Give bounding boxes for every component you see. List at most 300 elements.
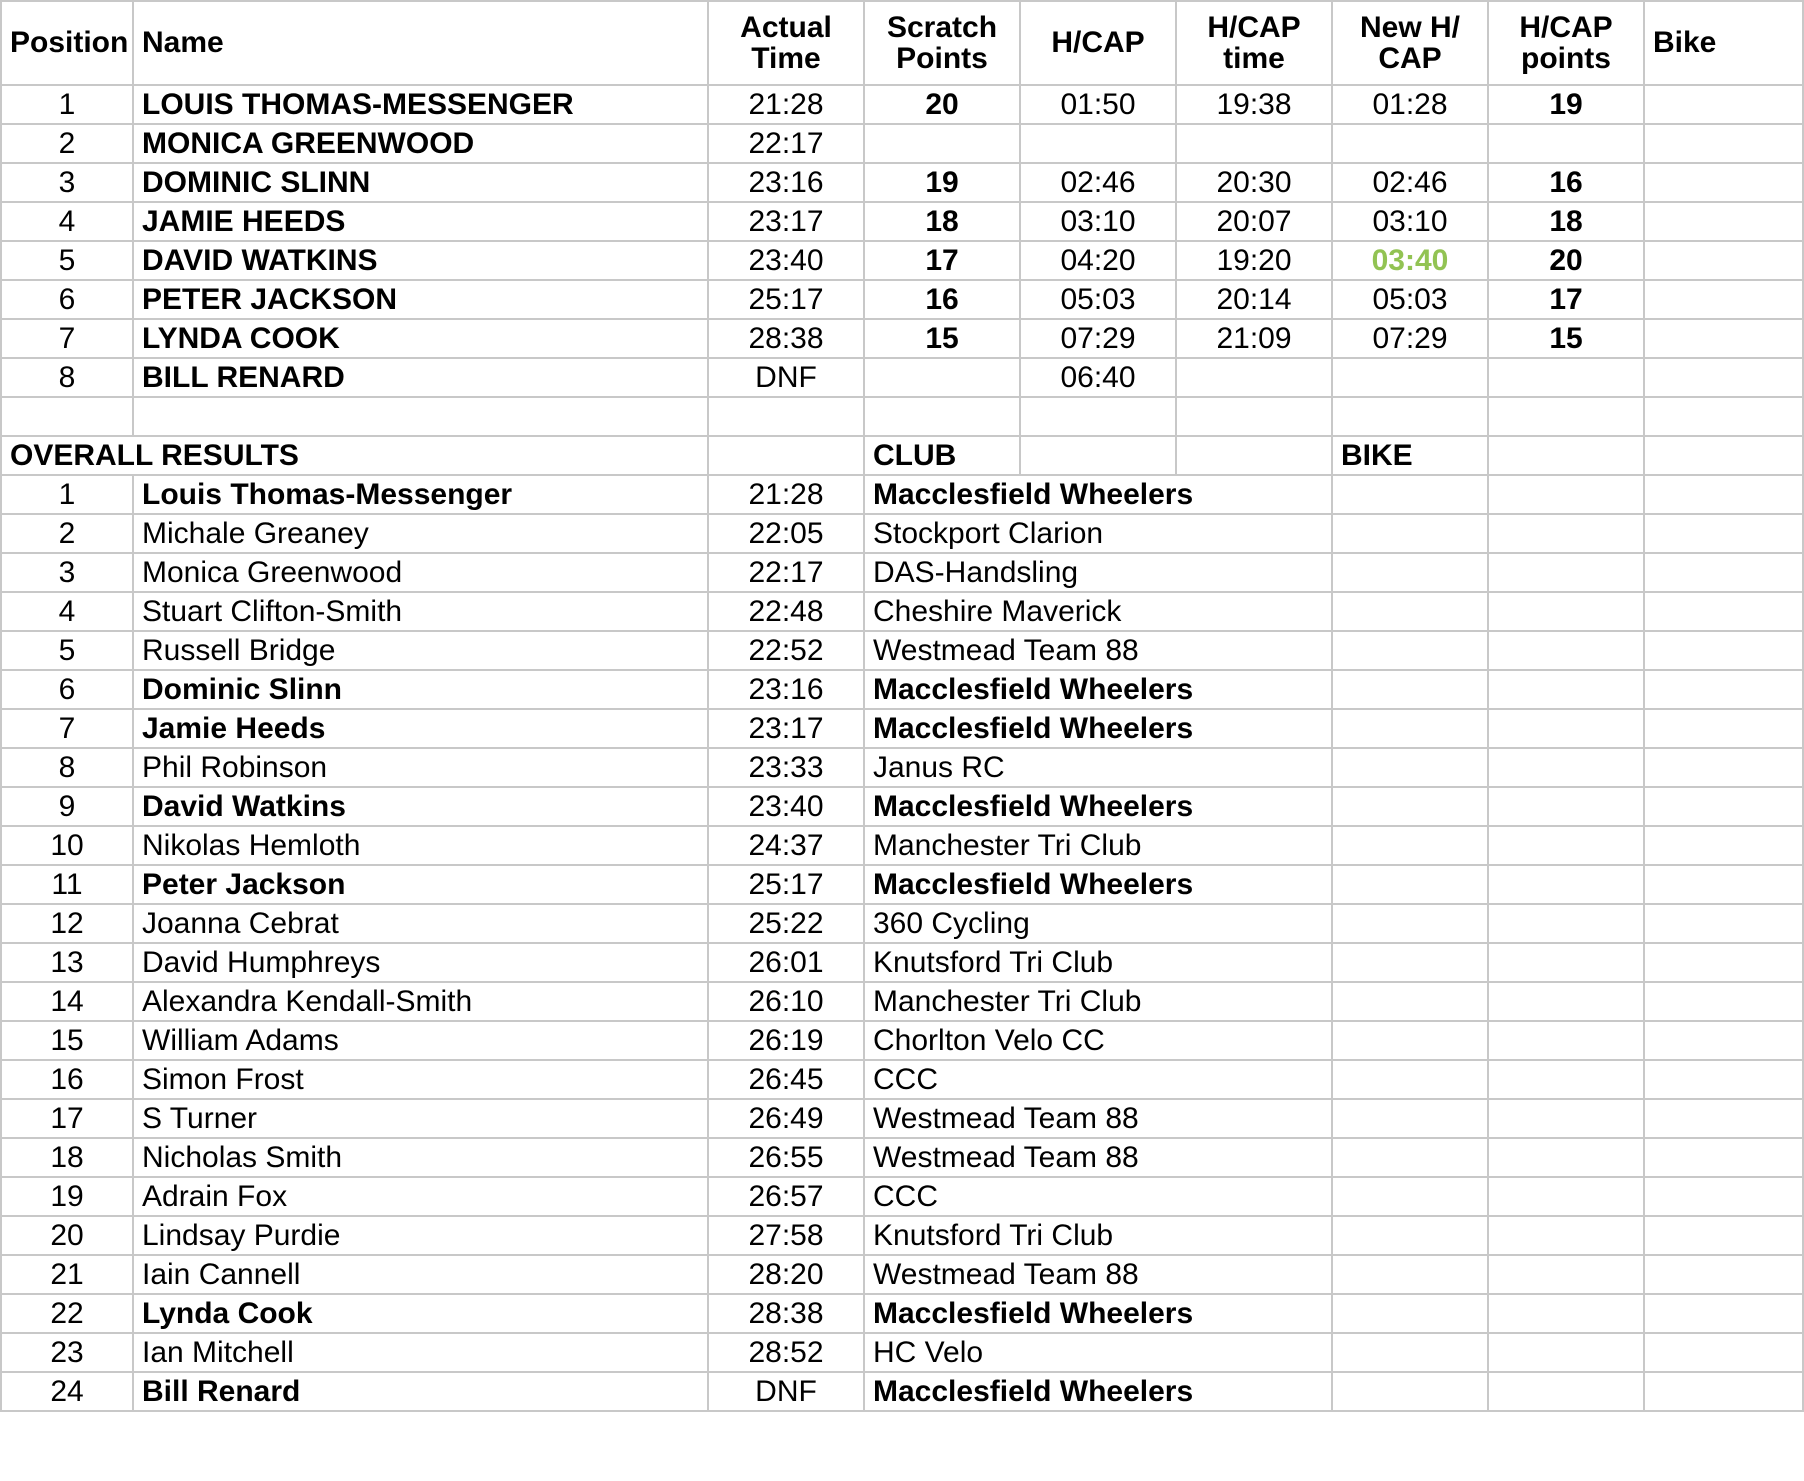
header-hcap-points[interactable]: H/CAP points bbox=[1488, 1, 1644, 85]
overall-result-row bbox=[1, 553, 1803, 592]
empty-cell[interactable] bbox=[1488, 475, 1644, 514]
actual-time-cell[interactable]: 24:37 bbox=[708, 826, 864, 865]
new-hcap-cell[interactable] bbox=[1332, 124, 1488, 163]
bike-cell[interactable] bbox=[1644, 358, 1803, 397]
actual-time-cell[interactable]: 26:57 bbox=[708, 1177, 864, 1216]
hcap-cell[interactable]: 03:10 bbox=[1020, 202, 1176, 241]
actual-time-cell[interactable]: 22:52 bbox=[708, 631, 864, 670]
club-cell[interactable]: Macclesfield Wheelers bbox=[864, 709, 1332, 748]
bike-cell[interactable] bbox=[1332, 1372, 1488, 1411]
rider-name-cell[interactable]: Stuart Clifton-Smith bbox=[133, 592, 708, 631]
empty-cell[interactable] bbox=[1644, 436, 1803, 475]
empty-cell[interactable] bbox=[1644, 1333, 1803, 1372]
hcap-cell[interactable]: 06:40 bbox=[1020, 358, 1176, 397]
hcap-points-cell[interactable]: 16 bbox=[1488, 163, 1644, 202]
position-cell[interactable]: 12 bbox=[1, 904, 133, 943]
actual-time-cell[interactable]: 23:33 bbox=[708, 748, 864, 787]
new-hcap-cell[interactable]: 03:40 bbox=[1332, 241, 1488, 280]
club-result-row bbox=[1, 319, 1803, 358]
empty-cell[interactable] bbox=[1644, 670, 1803, 709]
position-cell[interactable]: 8 bbox=[1, 358, 133, 397]
position-cell[interactable]: 9 bbox=[1, 787, 133, 826]
actual-time-cell[interactable]: 26:19 bbox=[708, 1021, 864, 1060]
empty-cell[interactable] bbox=[1488, 1216, 1644, 1255]
club-result-row bbox=[1, 358, 1803, 397]
rider-name-cell[interactable]: Simon Frost bbox=[133, 1060, 708, 1099]
new-hcap-cell[interactable] bbox=[1332, 358, 1488, 397]
empty-cell[interactable] bbox=[1488, 397, 1644, 436]
bike-column-label[interactable]: BIKE bbox=[1332, 436, 1488, 475]
rider-name-cell[interactable]: Alexandra Kendall-Smith bbox=[133, 982, 708, 1021]
rider-name-cell[interactable]: Dominic Slinn bbox=[133, 670, 708, 709]
club-cell[interactable]: Westmead Team 88 bbox=[864, 1138, 1332, 1177]
rider-name-cell[interactable]: LYNDA COOK bbox=[133, 319, 708, 358]
empty-cell[interactable] bbox=[1644, 1294, 1803, 1333]
empty-cell[interactable] bbox=[133, 397, 708, 436]
position-cell[interactable]: 3 bbox=[1, 163, 133, 202]
empty-cell[interactable] bbox=[1488, 1372, 1644, 1411]
rider-name-cell[interactable]: Lynda Cook bbox=[133, 1294, 708, 1333]
bike-cell[interactable] bbox=[1332, 787, 1488, 826]
empty-cell[interactable] bbox=[1644, 1216, 1803, 1255]
position-cell[interactable]: 3 bbox=[1, 553, 133, 592]
club-cell[interactable]: Manchester Tri Club bbox=[864, 982, 1332, 1021]
hcap-cell[interactable]: 07:29 bbox=[1020, 319, 1176, 358]
overall-result-row bbox=[1, 1372, 1803, 1411]
rider-name-cell[interactable]: Ian Mitchell bbox=[133, 1333, 708, 1372]
club-cell[interactable]: Knutsford Tri Club bbox=[864, 943, 1332, 982]
club-result-row bbox=[1, 124, 1803, 163]
club-cell[interactable]: Macclesfield Wheelers bbox=[864, 1294, 1332, 1333]
empty-cell[interactable] bbox=[1488, 1255, 1644, 1294]
header-name[interactable]: Name bbox=[133, 1, 708, 85]
position-cell[interactable]: 8 bbox=[1, 748, 133, 787]
empty-cell[interactable] bbox=[1488, 1060, 1644, 1099]
bike-cell[interactable] bbox=[1644, 202, 1803, 241]
actual-time-cell[interactable]: DNF bbox=[708, 1372, 864, 1411]
club-cell[interactable]: Westmead Team 88 bbox=[864, 1099, 1332, 1138]
bike-cell[interactable] bbox=[1644, 85, 1803, 124]
hcap-time-cell[interactable] bbox=[1176, 358, 1332, 397]
hcap-cell[interactable]: 04:20 bbox=[1020, 241, 1176, 280]
bike-cell[interactable] bbox=[1332, 553, 1488, 592]
bike-cell[interactable] bbox=[1332, 826, 1488, 865]
club-result-row bbox=[1, 202, 1803, 241]
overall-results-header-row bbox=[1, 436, 1803, 475]
empty-cell[interactable] bbox=[1644, 904, 1803, 943]
bike-cell[interactable] bbox=[1332, 1294, 1488, 1333]
rider-name-cell[interactable]: BILL RENARD bbox=[133, 358, 708, 397]
empty-cell[interactable] bbox=[1644, 1060, 1803, 1099]
club-cell[interactable]: CCC bbox=[864, 1060, 1332, 1099]
empty-cell[interactable] bbox=[1644, 826, 1803, 865]
actual-time-cell[interactable]: 25:17 bbox=[708, 865, 864, 904]
position-cell[interactable]: 4 bbox=[1, 202, 133, 241]
header-new-hcap[interactable]: New H/ CAP bbox=[1332, 1, 1488, 85]
actual-time-cell[interactable]: 28:38 bbox=[708, 319, 864, 358]
empty-cell[interactable] bbox=[1644, 982, 1803, 1021]
hcap-time-cell[interactable]: 19:20 bbox=[1176, 241, 1332, 280]
actual-time-cell[interactable]: 26:45 bbox=[708, 1060, 864, 1099]
club-cell[interactable]: Cheshire Maverick bbox=[864, 592, 1332, 631]
empty-cell[interactable] bbox=[1488, 1294, 1644, 1333]
position-cell[interactable]: 10 bbox=[1, 826, 133, 865]
position-cell[interactable]: 16 bbox=[1, 1060, 133, 1099]
actual-time-cell[interactable]: 23:16 bbox=[708, 670, 864, 709]
bike-cell[interactable] bbox=[1332, 514, 1488, 553]
empty-cell[interactable] bbox=[1644, 475, 1803, 514]
scratch-points-cell[interactable] bbox=[864, 124, 1020, 163]
empty-cell[interactable] bbox=[1644, 709, 1803, 748]
empty-cell[interactable] bbox=[1644, 1372, 1803, 1411]
bike-cell[interactable] bbox=[1332, 631, 1488, 670]
empty-cell[interactable] bbox=[1644, 592, 1803, 631]
bike-cell[interactable] bbox=[1332, 1021, 1488, 1060]
new-hcap-cell[interactable]: 03:10 bbox=[1332, 202, 1488, 241]
position-cell[interactable]: 5 bbox=[1, 631, 133, 670]
actual-time-cell[interactable]: 27:58 bbox=[708, 1216, 864, 1255]
hcap-time-cell[interactable]: 20:07 bbox=[1176, 202, 1332, 241]
hcap-cell[interactable]: 05:03 bbox=[1020, 280, 1176, 319]
header-scratch-points[interactable]: Scratch Points bbox=[864, 1, 1020, 85]
overall-result-row bbox=[1, 865, 1803, 904]
empty-cell[interactable] bbox=[1644, 1255, 1803, 1294]
overall-result-row bbox=[1, 787, 1803, 826]
bike-cell[interactable] bbox=[1644, 319, 1803, 358]
empty-cell[interactable] bbox=[1488, 553, 1644, 592]
empty-cell[interactable] bbox=[1644, 514, 1803, 553]
rider-name-cell[interactable]: Adrain Fox bbox=[133, 1177, 708, 1216]
empty-cell[interactable] bbox=[1488, 1138, 1644, 1177]
hcap-points-cell[interactable]: 19 bbox=[1488, 85, 1644, 124]
empty-cell[interactable] bbox=[1488, 1021, 1644, 1060]
club-result-row bbox=[1, 163, 1803, 202]
bike-cell[interactable] bbox=[1332, 1177, 1488, 1216]
club-column-label[interactable]: CLUB bbox=[864, 436, 1020, 475]
empty-cell[interactable] bbox=[1488, 1099, 1644, 1138]
club-cell[interactable]: Macclesfield Wheelers bbox=[864, 787, 1332, 826]
hcap-cell[interactable] bbox=[1020, 124, 1176, 163]
empty-cell[interactable] bbox=[1488, 787, 1644, 826]
bike-cell[interactable] bbox=[1332, 748, 1488, 787]
club-result-row bbox=[1, 241, 1803, 280]
overall-result-row bbox=[1, 943, 1803, 982]
actual-time-cell[interactable]: 26:10 bbox=[708, 982, 864, 1021]
position-cell[interactable]: 15 bbox=[1, 1021, 133, 1060]
empty-cell[interactable] bbox=[1488, 436, 1644, 475]
rider-name-cell[interactable]: Nicholas Smith bbox=[133, 1138, 708, 1177]
bike-cell[interactable] bbox=[1332, 592, 1488, 631]
empty-cell[interactable] bbox=[1644, 1177, 1803, 1216]
bike-cell[interactable] bbox=[1332, 1099, 1488, 1138]
hcap-time-cell[interactable] bbox=[1176, 124, 1332, 163]
club-cell[interactable]: Macclesfield Wheelers bbox=[864, 865, 1332, 904]
empty-cell[interactable] bbox=[1488, 865, 1644, 904]
hcap-points-cell[interactable] bbox=[1488, 124, 1644, 163]
position-cell[interactable]: 22 bbox=[1, 1294, 133, 1333]
empty-cell[interactable] bbox=[1644, 865, 1803, 904]
position-cell[interactable]: 2 bbox=[1, 514, 133, 553]
bike-cell[interactable] bbox=[1644, 280, 1803, 319]
empty-cell[interactable] bbox=[1644, 397, 1803, 436]
empty-cell[interactable] bbox=[1644, 1021, 1803, 1060]
rider-name-cell[interactable]: David Watkins bbox=[133, 787, 708, 826]
overall-result-row bbox=[1, 1099, 1803, 1138]
rider-name-cell[interactable]: Russell Bridge bbox=[133, 631, 708, 670]
overall-result-row bbox=[1, 1294, 1803, 1333]
rider-name-cell[interactable]: Joanna Cebrat bbox=[133, 904, 708, 943]
overall-result-row bbox=[1, 592, 1803, 631]
empty-cell[interactable] bbox=[864, 397, 1020, 436]
actual-time-cell[interactable]: 28:20 bbox=[708, 1255, 864, 1294]
rider-name-cell[interactable]: LOUIS THOMAS-MESSENGER bbox=[133, 85, 708, 124]
empty-cell[interactable] bbox=[1488, 1333, 1644, 1372]
rider-name-cell[interactable]: DAVID WATKINS bbox=[133, 241, 708, 280]
rider-name-cell[interactable]: Iain Cannell bbox=[133, 1255, 708, 1294]
actual-time-cell[interactable]: 22:48 bbox=[708, 592, 864, 631]
actual-time-cell[interactable]: 22:17 bbox=[708, 124, 864, 163]
club-result-row bbox=[1, 85, 1803, 124]
overall-result-row bbox=[1, 475, 1803, 514]
overall-result-row bbox=[1, 904, 1803, 943]
club-cell[interactable]: Macclesfield Wheelers bbox=[864, 475, 1332, 514]
position-cell[interactable]: 11 bbox=[1, 865, 133, 904]
header-bike[interactable]: Bike bbox=[1644, 1, 1803, 85]
club-cell[interactable]: Chorlton Velo CC bbox=[864, 1021, 1332, 1060]
hcap-time-cell[interactable]: 20:30 bbox=[1176, 163, 1332, 202]
empty-cell[interactable] bbox=[1488, 670, 1644, 709]
rider-name-cell[interactable]: Lindsay Purdie bbox=[133, 1216, 708, 1255]
actual-time-cell[interactable]: 22:17 bbox=[708, 553, 864, 592]
bike-cell[interactable] bbox=[1644, 124, 1803, 163]
actual-time-cell[interactable]: 23:17 bbox=[708, 202, 864, 241]
bike-cell[interactable] bbox=[1332, 943, 1488, 982]
rider-name-cell[interactable]: DOMINIC SLINN bbox=[133, 163, 708, 202]
bike-cell[interactable] bbox=[1332, 1333, 1488, 1372]
empty-cell[interactable] bbox=[1644, 1138, 1803, 1177]
empty-cell[interactable] bbox=[1020, 436, 1176, 475]
position-cell[interactable]: 19 bbox=[1, 1177, 133, 1216]
rider-name-cell[interactable]: Monica Greenwood bbox=[133, 553, 708, 592]
position-cell[interactable]: 20 bbox=[1, 1216, 133, 1255]
club-result-row bbox=[1, 280, 1803, 319]
empty-cell[interactable] bbox=[1, 397, 133, 436]
hcap-cell[interactable]: 02:46 bbox=[1020, 163, 1176, 202]
bike-cell[interactable] bbox=[1332, 904, 1488, 943]
position-cell[interactable]: 7 bbox=[1, 319, 133, 358]
rider-name-cell[interactable]: Peter Jackson bbox=[133, 865, 708, 904]
hcap-time-cell[interactable]: 20:14 bbox=[1176, 280, 1332, 319]
empty-cell[interactable] bbox=[1644, 631, 1803, 670]
empty-cell[interactable] bbox=[1488, 514, 1644, 553]
scratch-points-cell[interactable]: 18 bbox=[864, 202, 1020, 241]
new-hcap-cell[interactable]: 07:29 bbox=[1332, 319, 1488, 358]
empty-cell[interactable] bbox=[1020, 397, 1176, 436]
position-cell[interactable]: 7 bbox=[1, 709, 133, 748]
empty-cell[interactable] bbox=[1644, 787, 1803, 826]
bike-cell[interactable] bbox=[1332, 865, 1488, 904]
actual-time-cell[interactable]: 26:55 bbox=[708, 1138, 864, 1177]
overall-result-row bbox=[1, 1138, 1803, 1177]
rider-name-cell[interactable]: David Humphreys bbox=[133, 943, 708, 982]
sheet-body bbox=[1, 1, 1803, 1411]
empty-cell[interactable] bbox=[1176, 397, 1332, 436]
empty-cell[interactable] bbox=[1488, 592, 1644, 631]
club-cell[interactable]: Westmead Team 88 bbox=[864, 631, 1332, 670]
actual-time-cell[interactable]: 23:17 bbox=[708, 709, 864, 748]
header-row bbox=[1, 1, 1803, 85]
club-cell[interactable]: DAS-Handsling bbox=[864, 553, 1332, 592]
overall-result-row bbox=[1, 1333, 1803, 1372]
actual-time-cell[interactable]: 25:22 bbox=[708, 904, 864, 943]
position-cell[interactable]: 4 bbox=[1, 592, 133, 631]
empty-cell[interactable] bbox=[1488, 904, 1644, 943]
overall-result-row bbox=[1, 514, 1803, 553]
rider-name-cell[interactable]: S Turner bbox=[133, 1099, 708, 1138]
bike-cell[interactable] bbox=[1332, 670, 1488, 709]
rider-name-cell[interactable]: Louis Thomas-Messenger bbox=[133, 475, 708, 514]
position-cell[interactable]: 21 bbox=[1, 1255, 133, 1294]
club-cell[interactable]: Stockport Clarion bbox=[864, 514, 1332, 553]
empty-cell[interactable] bbox=[1644, 748, 1803, 787]
club-cell[interactable]: Westmead Team 88 bbox=[864, 1255, 1332, 1294]
position-cell[interactable]: 2 bbox=[1, 124, 133, 163]
hcap-points-cell[interactable]: 18 bbox=[1488, 202, 1644, 241]
actual-time-cell[interactable]: 26:49 bbox=[708, 1099, 864, 1138]
club-cell[interactable]: CCC bbox=[864, 1177, 1332, 1216]
hcap-cell[interactable]: 01:50 bbox=[1020, 85, 1176, 124]
club-cell[interactable]: Manchester Tri Club bbox=[864, 826, 1332, 865]
empty-cell[interactable] bbox=[1488, 982, 1644, 1021]
actual-time-cell[interactable]: 26:01 bbox=[708, 943, 864, 982]
club-cell[interactable]: Macclesfield Wheelers bbox=[864, 670, 1332, 709]
empty-cell[interactable] bbox=[1332, 397, 1488, 436]
empty-cell[interactable] bbox=[1488, 826, 1644, 865]
position-cell[interactable]: 1 bbox=[1, 475, 133, 514]
position-cell[interactable]: 14 bbox=[1, 982, 133, 1021]
header-position[interactable]: Position bbox=[1, 1, 133, 85]
overall-result-row bbox=[1, 982, 1803, 1021]
scratch-points-cell[interactable] bbox=[864, 358, 1020, 397]
overall-result-row bbox=[1, 709, 1803, 748]
position-cell[interactable]: 6 bbox=[1, 670, 133, 709]
hcap-points-cell[interactable]: 17 bbox=[1488, 280, 1644, 319]
actual-time-cell[interactable]: 25:17 bbox=[708, 280, 864, 319]
overall-result-row bbox=[1, 748, 1803, 787]
overall-result-row bbox=[1, 1060, 1803, 1099]
hcap-time-cell[interactable]: 21:09 bbox=[1176, 319, 1332, 358]
hcap-time-cell[interactable]: 19:38 bbox=[1176, 85, 1332, 124]
rider-name-cell[interactable]: Michale Greaney bbox=[133, 514, 708, 553]
empty-cell[interactable] bbox=[1644, 943, 1803, 982]
bike-cell[interactable] bbox=[1644, 163, 1803, 202]
scratch-points-cell[interactable]: 19 bbox=[864, 163, 1020, 202]
actual-time-cell[interactable]: 23:16 bbox=[708, 163, 864, 202]
empty-cell[interactable] bbox=[1488, 748, 1644, 787]
overall-results-title[interactable]: OVERALL RESULTS bbox=[1, 436, 708, 475]
empty-cell[interactable] bbox=[1176, 436, 1332, 475]
overall-result-row bbox=[1, 1216, 1803, 1255]
hcap-points-cell[interactable]: 20 bbox=[1488, 241, 1644, 280]
new-hcap-cell[interactable]: 02:46 bbox=[1332, 163, 1488, 202]
club-cell[interactable]: HC Velo bbox=[864, 1333, 1332, 1372]
overall-result-row bbox=[1, 1021, 1803, 1060]
empty-cell[interactable] bbox=[1644, 553, 1803, 592]
bike-cell[interactable] bbox=[1644, 241, 1803, 280]
actual-time-cell[interactable]: 28:38 bbox=[708, 1294, 864, 1333]
position-cell[interactable]: 23 bbox=[1, 1333, 133, 1372]
club-cell[interactable]: Macclesfield Wheelers bbox=[864, 1372, 1332, 1411]
bike-cell[interactable] bbox=[1332, 1138, 1488, 1177]
empty-cell[interactable] bbox=[708, 436, 864, 475]
club-cell[interactable]: Knutsford Tri Club bbox=[864, 1216, 1332, 1255]
hcap-points-cell[interactable] bbox=[1488, 358, 1644, 397]
header-hcap[interactable]: H/CAP bbox=[1020, 1, 1176, 85]
scratch-points-cell[interactable]: 16 bbox=[864, 280, 1020, 319]
actual-time-cell[interactable]: 23:40 bbox=[708, 787, 864, 826]
rider-name-cell[interactable]: Phil Robinson bbox=[133, 748, 708, 787]
rider-name-cell[interactable]: Jamie Heeds bbox=[133, 709, 708, 748]
actual-time-cell[interactable]: DNF bbox=[708, 358, 864, 397]
position-cell[interactable]: 1 bbox=[1, 85, 133, 124]
header-hcap-time[interactable]: H/CAP time bbox=[1176, 1, 1332, 85]
actual-time-cell[interactable]: 22:05 bbox=[708, 514, 864, 553]
rider-name-cell[interactable]: PETER JACKSON bbox=[133, 280, 708, 319]
bike-cell[interactable] bbox=[1332, 1060, 1488, 1099]
actual-time-cell[interactable]: 28:52 bbox=[708, 1333, 864, 1372]
hcap-points-cell[interactable]: 15 bbox=[1488, 319, 1644, 358]
rider-name-cell[interactable]: JAMIE HEEDS bbox=[133, 202, 708, 241]
rider-name-cell[interactable]: Nikolas Hemloth bbox=[133, 826, 708, 865]
scratch-points-cell[interactable]: 15 bbox=[864, 319, 1020, 358]
bike-cell[interactable] bbox=[1332, 1216, 1488, 1255]
actual-time-cell[interactable]: 21:28 bbox=[708, 85, 864, 124]
rider-name-cell[interactable]: Bill Renard bbox=[133, 1372, 708, 1411]
actual-time-cell[interactable]: 23:40 bbox=[708, 241, 864, 280]
scratch-points-cell[interactable]: 20 bbox=[864, 85, 1020, 124]
empty-cell[interactable] bbox=[1488, 631, 1644, 670]
position-cell[interactable]: 18 bbox=[1, 1138, 133, 1177]
position-cell[interactable]: 5 bbox=[1, 241, 133, 280]
overall-result-row bbox=[1, 1177, 1803, 1216]
overall-result-row bbox=[1, 631, 1803, 670]
actual-time-cell[interactable]: 21:28 bbox=[708, 475, 864, 514]
club-cell[interactable]: 360 Cycling bbox=[864, 904, 1332, 943]
empty-cell[interactable] bbox=[1488, 943, 1644, 982]
bike-cell[interactable] bbox=[1332, 475, 1488, 514]
empty-cell[interactable] bbox=[1488, 1177, 1644, 1216]
position-cell[interactable]: 17 bbox=[1, 1099, 133, 1138]
overall-result-row bbox=[1, 1255, 1803, 1294]
scratch-points-cell[interactable]: 17 bbox=[864, 241, 1020, 280]
new-hcap-cell[interactable]: 01:28 bbox=[1332, 85, 1488, 124]
bike-cell[interactable] bbox=[1332, 982, 1488, 1021]
bike-cell[interactable] bbox=[1332, 1255, 1488, 1294]
empty-cell[interactable] bbox=[1644, 1099, 1803, 1138]
club-cell[interactable]: Janus RC bbox=[864, 748, 1332, 787]
position-cell[interactable]: 13 bbox=[1, 943, 133, 982]
new-hcap-cell[interactable]: 05:03 bbox=[1332, 280, 1488, 319]
overall-result-row bbox=[1, 826, 1803, 865]
position-cell[interactable]: 24 bbox=[1, 1372, 133, 1411]
rider-name-cell[interactable]: MONICA GREENWOOD bbox=[133, 124, 708, 163]
position-cell[interactable]: 6 bbox=[1, 280, 133, 319]
bike-cell[interactable] bbox=[1332, 709, 1488, 748]
header-actual-time[interactable]: Actual Time bbox=[708, 1, 864, 85]
rider-name-cell[interactable]: William Adams bbox=[133, 1021, 708, 1060]
empty-cell[interactable] bbox=[708, 397, 864, 436]
empty-cell[interactable] bbox=[1488, 709, 1644, 748]
